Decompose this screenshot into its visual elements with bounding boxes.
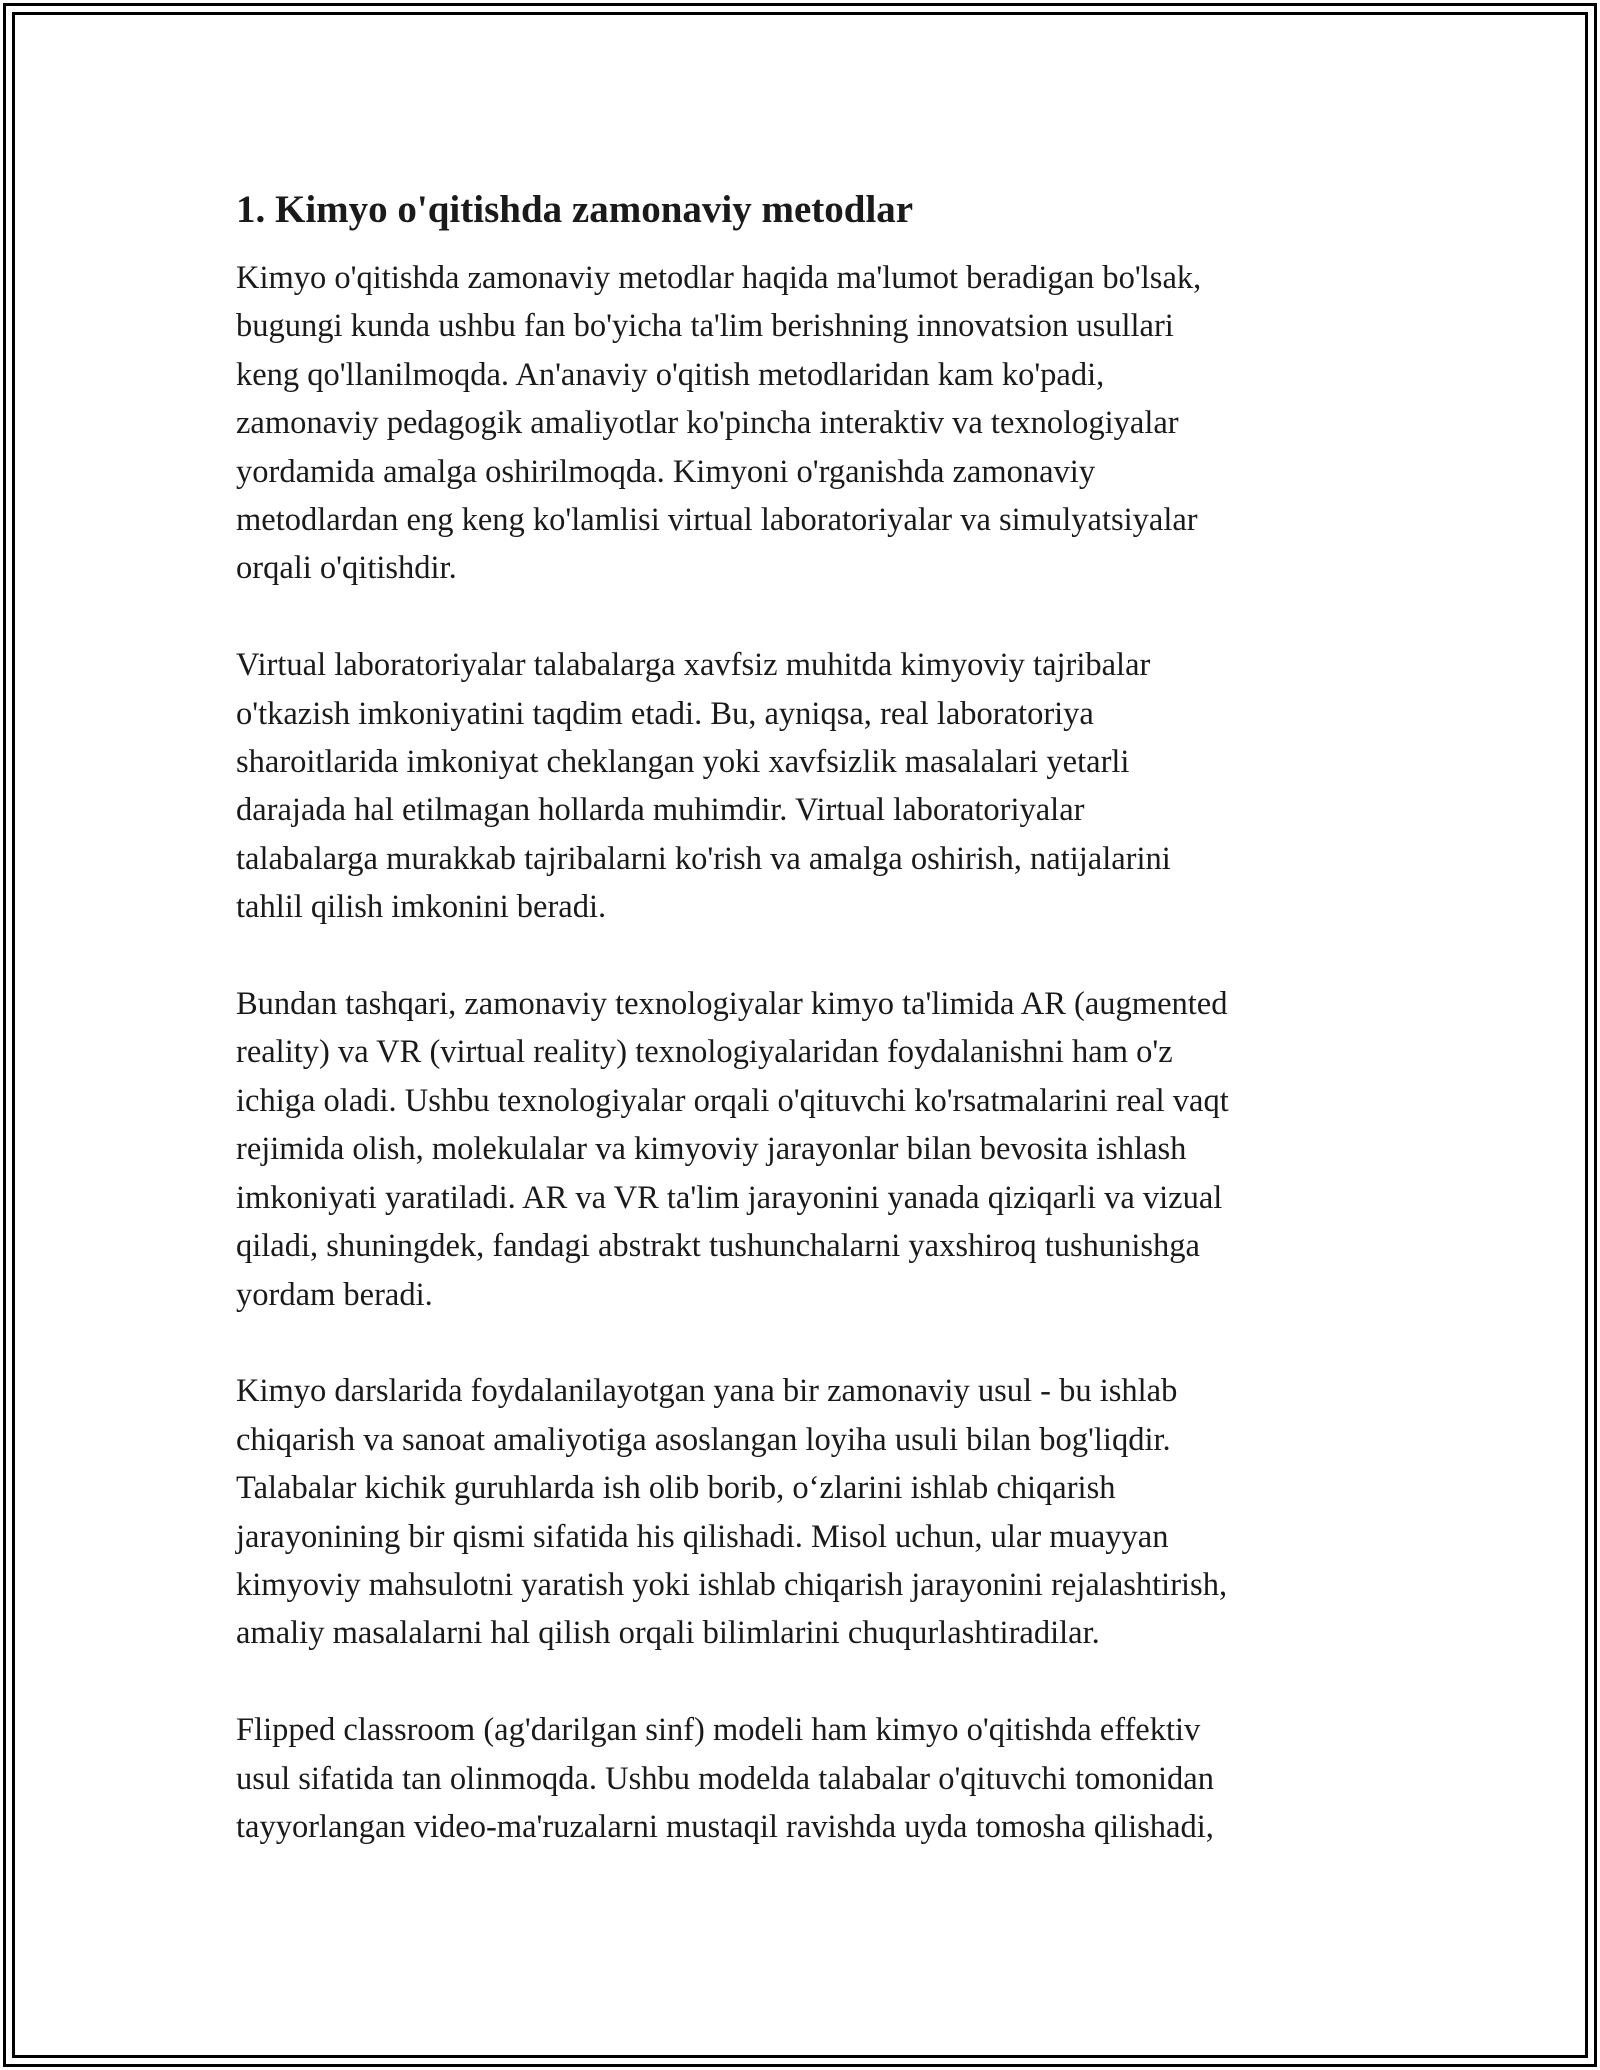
paragraph-line: imkoniyati yaratiladi. AR va VR ta'lim jarayonini yanada qiziqarli va vizual bbox=[236, 1179, 1223, 1216]
paragraph-line: yordam beradi. bbox=[236, 1276, 433, 1313]
section-heading: 1. Kimyo o'qitishda zamonaviy metodlar bbox=[236, 188, 914, 231]
paragraph-line: usul sifatida tan olinmoqda. Ushbu modelda talabalar o'qituvchi tomonidan bbox=[236, 1760, 1214, 1797]
paragraph-line: Bundan tashqari, zamonaviy texnologiyalar kimyo ta'limida AR (augmented bbox=[236, 986, 1228, 1023]
paragraph-line: o'tkazish imkoniyatini taqdim etadi. Bu, ayniqsa, real laboratoriya bbox=[236, 695, 1094, 732]
paragraph-line: Kimyo darslarida foydalanilayotgan yana bir zamonaviy usul - bu ishlab bbox=[236, 1373, 1178, 1410]
paragraph-list bbox=[236, 254, 1366, 1851]
paragraph-line: orqali o'qitishdir. bbox=[236, 550, 457, 587]
paragraph-line: keng qo'llanilmoqda. An'anaviy o'qitish metodlaridan kam ko'padi, bbox=[236, 356, 1105, 393]
paragraph-line: sharoitlarida imkoniyat cheklangan yoki xavfsizlik masalalari yetarli bbox=[236, 744, 1130, 781]
paragraph-line: yordamida amalga oshirilmoqda. Kimyoni o'rganishda zamonaviy bbox=[236, 453, 1096, 490]
paragraph bbox=[236, 254, 1366, 593]
paragraph bbox=[236, 1367, 1366, 1657]
paragraph bbox=[236, 1706, 1366, 1851]
paragraph-line: bugungi kunda ushbu fan bo'yicha ta'lim berishning innovatsion usullari bbox=[236, 308, 1174, 345]
paragraph-line: jarayonining bir qismi sifatida his qilishadi. Misol uchun, ular muayyan bbox=[236, 1518, 1169, 1555]
paragraph-line: ichiga oladi. Ushbu texnologiyalar orqali o'qituvchi ko'rsatmalarini real vaqt bbox=[236, 1082, 1229, 1119]
paragraph-line: tayyorlangan video-ma'ruzalarni mustaqil ravishda uyda tomosha qilishadi, bbox=[236, 1808, 1214, 1845]
paragraph-line: Talabalar kichik guruhlarda ish olib borib, o‘zlarini ishlab chiqarish bbox=[236, 1470, 1116, 1507]
paragraph-line: metodlardan eng keng ko'lamlisi virtual laboratoriyalar va simulyatsiyalar bbox=[236, 502, 1198, 539]
paragraph-line: reality) va VR (virtual reality) texnologiyalaridan foydalanishni ham o'z bbox=[236, 1034, 1173, 1071]
paragraph-line: kimyoviy mahsulotni yaratish yoki ishlab chiqarish jarayonini rejalashtirish, bbox=[236, 1566, 1228, 1603]
paragraph-line: Flipped classroom (ag'darilgan sinf) modeli ham kimyo o'qitishda effektiv bbox=[236, 1712, 1201, 1749]
paragraph-line: amaliy masalalarni hal qilish orqali bilimlarini chuqurlashtiradilar. bbox=[236, 1615, 1100, 1652]
paragraph bbox=[236, 641, 1366, 931]
paragraph-line: darajada hal etilmagan hollarda muhimdir. Virtual laboratoriyalar bbox=[236, 792, 1085, 829]
paragraph-line: zamonaviy pedagogik amaliyotlar ko'pincha interaktiv va texnologiyalar bbox=[236, 405, 1179, 442]
paragraph-line: talabalarga murakkab tajribalarni ko'rish va amalga oshirish, natijalarini bbox=[236, 840, 1171, 877]
paragraph-line: Kimyo o'qitishda zamonaviy metodlar haqida ma'lumot beradigan bo'lsak, bbox=[236, 260, 1202, 296]
document-body bbox=[236, 186, 1366, 1900]
paragraph-line: rejimida olish, molekulalar va kimyoviy jarayonlar bilan bevosita ishlash bbox=[236, 1131, 1187, 1168]
paragraph-line: chiqarish va sanoat amaliyotiga asoslangan loyiha usuli bilan bog'liqdir. bbox=[236, 1421, 1171, 1458]
paragraph-line: Virtual laboratoriyalar talabalarga xavfsiz muhitda kimyoviy tajribalar bbox=[236, 647, 1151, 684]
paragraph-line: tahlil qilish imkonini beradi. bbox=[236, 889, 607, 926]
paragraph bbox=[236, 980, 1366, 1319]
paragraph-line: qiladi, shuningdek, fandagi abstrakt tushunchalarni yaxshiroq tushunishga bbox=[236, 1228, 1200, 1265]
